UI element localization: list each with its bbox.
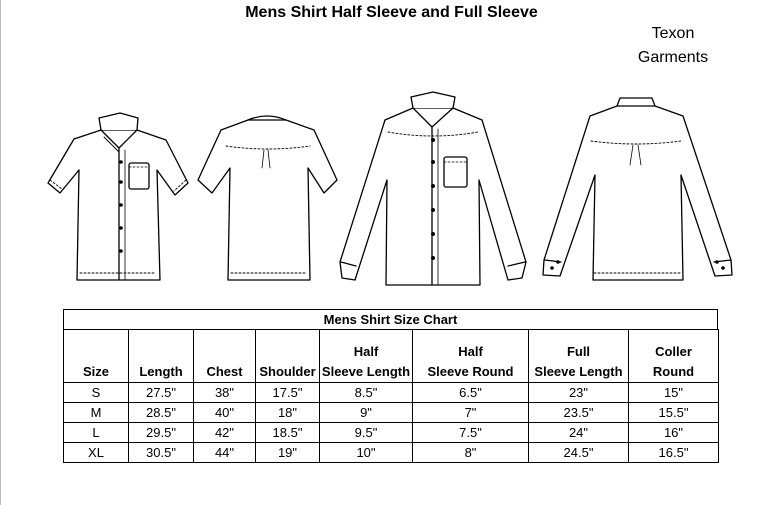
cell-coller-round: 15" xyxy=(629,383,719,403)
cell-chest: 44" xyxy=(194,443,256,463)
cell-size: XL xyxy=(64,443,129,463)
cell-chest: 40" xyxy=(194,403,256,423)
cell-length: 27.5" xyxy=(129,383,194,403)
cell-shoulder: 17.5" xyxy=(256,383,320,403)
cell-full-sleeve-length: 23.5" xyxy=(529,403,629,423)
table-row xyxy=(64,383,719,403)
cell-full-sleeve-length: 24" xyxy=(529,423,629,443)
cell-shoulder: 19" xyxy=(256,443,320,463)
header-shoulder: Shoulder xyxy=(256,330,320,383)
cell-half-sleeve-round: 6.5" xyxy=(413,383,529,403)
table-row xyxy=(64,403,719,423)
header-chest: Chest xyxy=(194,330,256,383)
brand-line-2: Garments xyxy=(637,49,709,66)
table-row xyxy=(64,423,719,443)
table-header-row xyxy=(64,330,719,383)
cell-half-sleeve-length: 9.5" xyxy=(320,423,413,443)
full-sleeve-shirt-back xyxy=(543,98,732,280)
cell-full-sleeve-length: 24.5" xyxy=(529,443,629,463)
cell-size: L xyxy=(64,423,129,443)
cell-length: 28.5" xyxy=(129,403,194,423)
table-row xyxy=(64,443,719,463)
cell-length: 30.5" xyxy=(129,443,194,463)
cell-full-sleeve-length: 23" xyxy=(529,383,629,403)
size-chart-table xyxy=(63,329,719,463)
brand-name xyxy=(628,22,718,70)
half-sleeve-shirt-back xyxy=(198,116,337,280)
header-length: Length xyxy=(129,330,194,383)
cell-coller-round: 16.5" xyxy=(629,443,719,463)
cell-half-sleeve-round: 8" xyxy=(413,443,529,463)
cell-length: 29.5" xyxy=(129,423,194,443)
cell-half-sleeve-length: 8.5" xyxy=(320,383,413,403)
cell-size: S xyxy=(64,383,129,403)
header-size: Size xyxy=(64,330,129,383)
header-full-sleeve-length: Full Sleeve Length xyxy=(529,330,629,383)
header-half-sleeve-round: Half Sleeve Round xyxy=(413,330,529,383)
header-coller-round: Coller Round xyxy=(629,330,719,383)
size-chart-title: Mens Shirt Size Chart xyxy=(63,309,718,330)
cell-shoulder: 18.5" xyxy=(256,423,320,443)
header-half-sleeve-length: Half Sleeve Length xyxy=(320,330,413,383)
page-title: Mens Shirt Half Sleeve and Full Sleeve xyxy=(245,4,538,21)
cell-chest: 38" xyxy=(194,383,256,403)
cell-chest: 42" xyxy=(194,423,256,443)
shirt-illustrations xyxy=(0,90,783,290)
cell-half-sleeve-round: 7" xyxy=(413,403,529,423)
cell-half-sleeve-round: 7.5" xyxy=(413,423,529,443)
cell-shoulder: 18" xyxy=(256,403,320,423)
brand-line-1: Texon xyxy=(651,25,695,42)
cell-half-sleeve-length: 9" xyxy=(320,403,413,423)
cell-size: M xyxy=(64,403,129,423)
cell-coller-round: 15.5" xyxy=(629,403,719,423)
half-sleeve-shirt-front xyxy=(48,113,188,280)
cell-coller-round: 16" xyxy=(629,423,719,443)
cell-half-sleeve-length: 10" xyxy=(320,443,413,463)
